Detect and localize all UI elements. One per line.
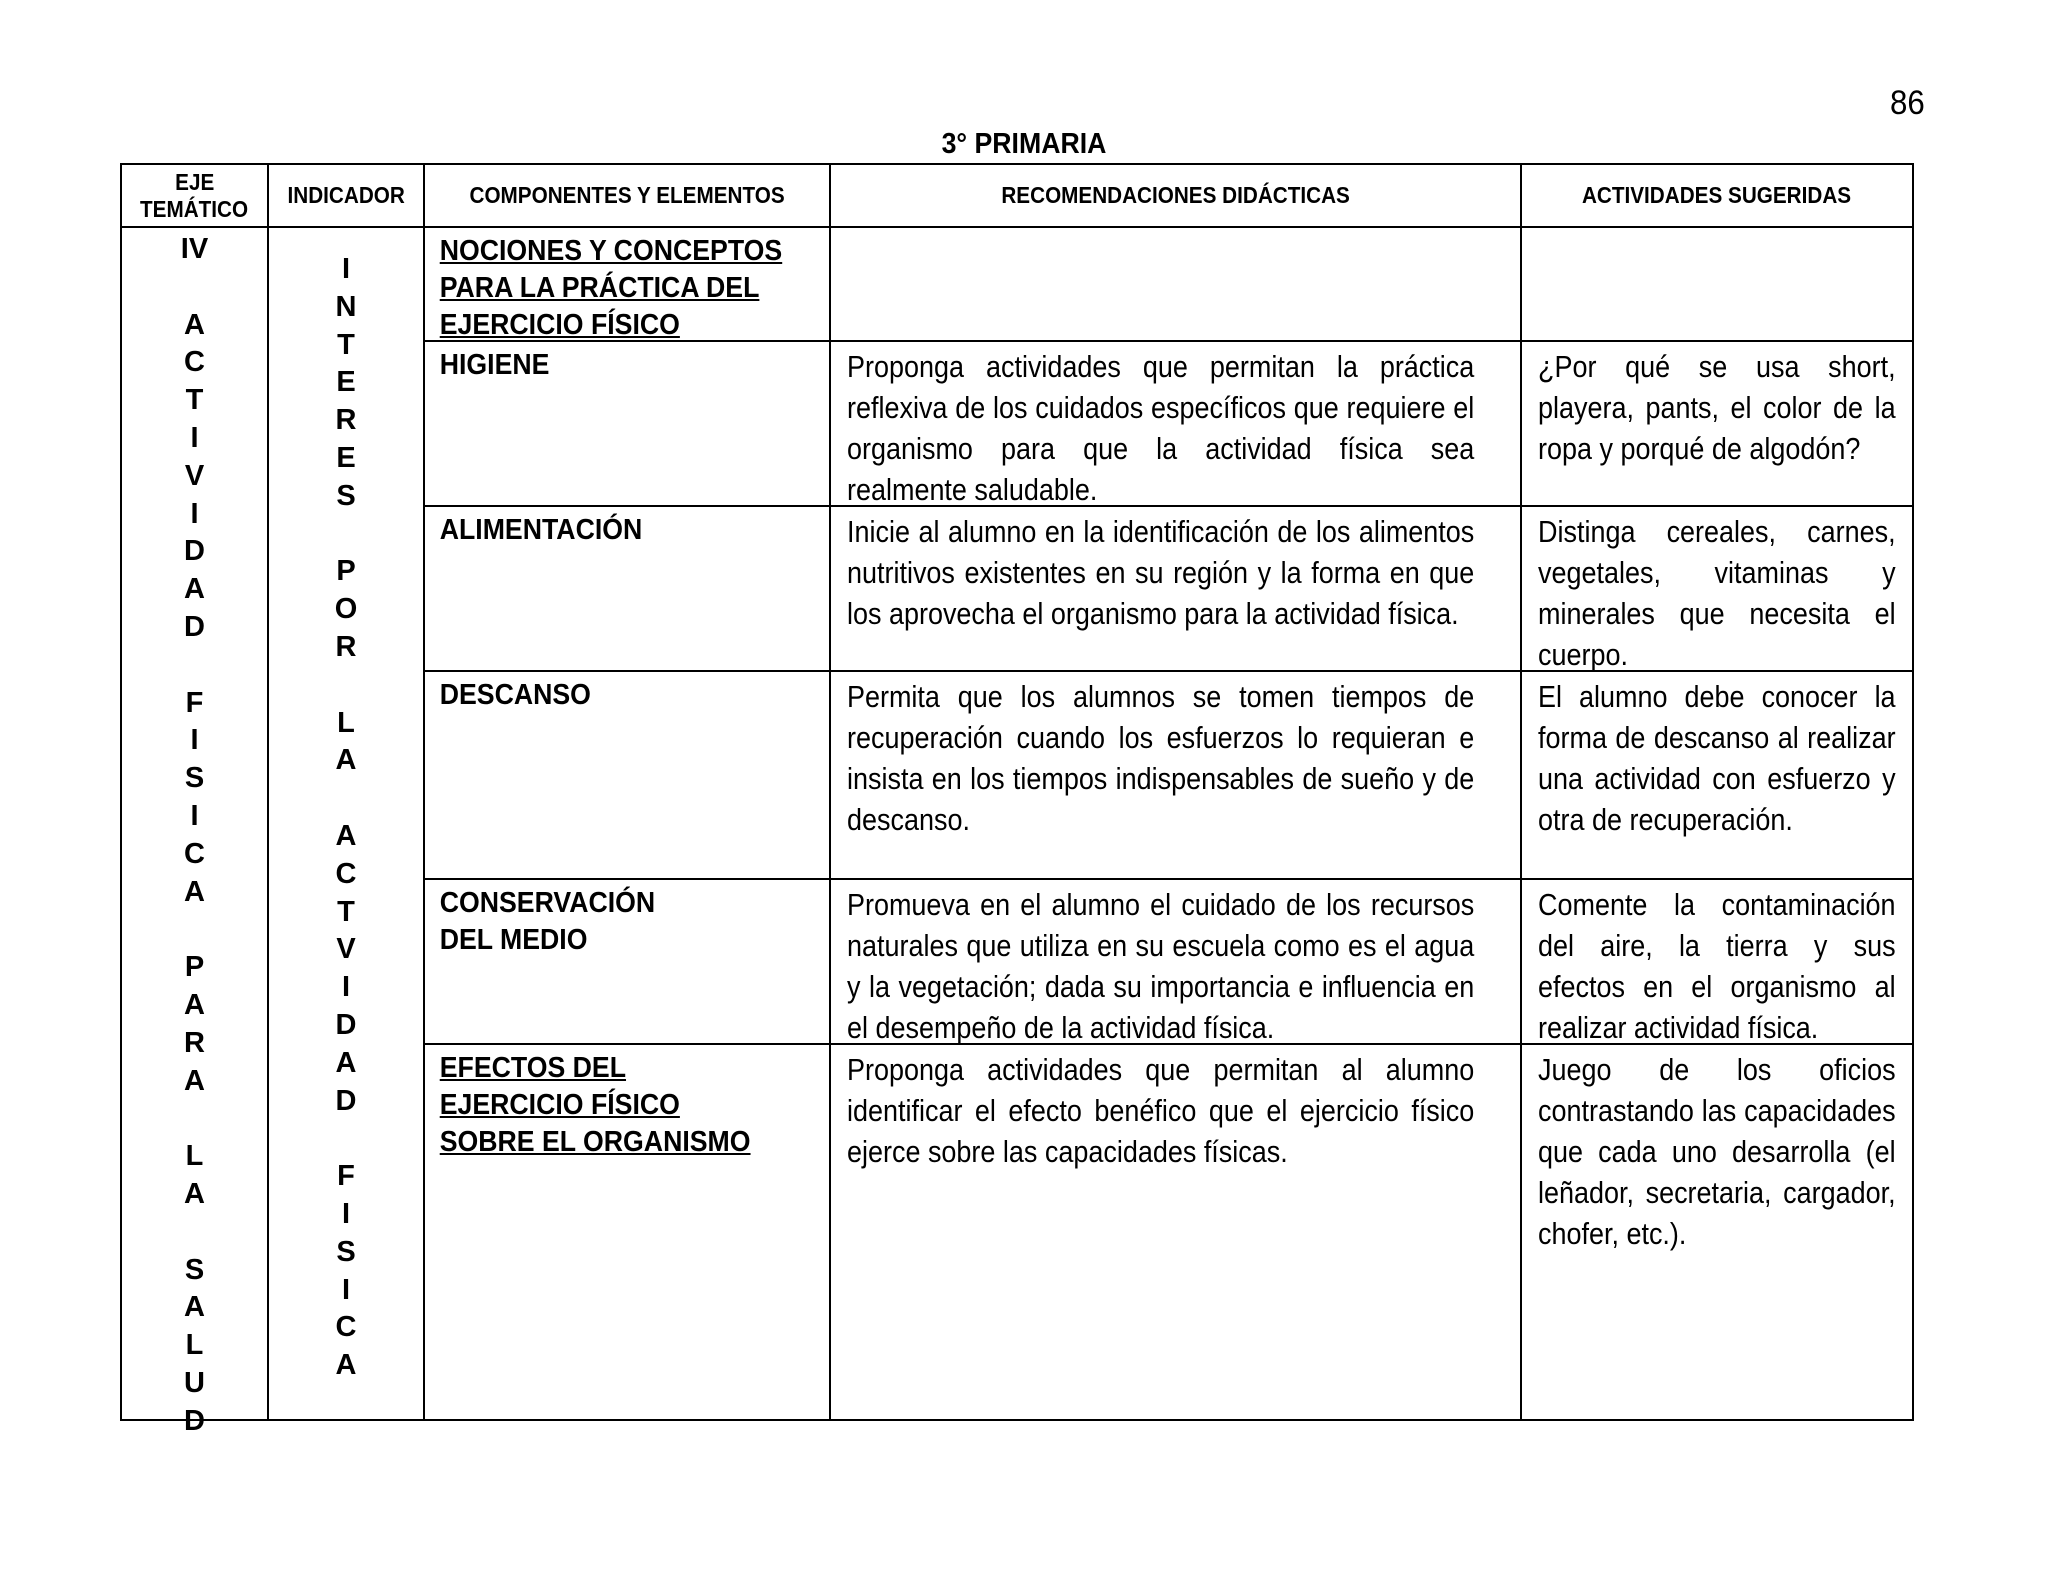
actividad-conservacion: Comente la contaminación del aire, la tierra y sus efectos en el organismo al realizar actividad física.	[1538, 887, 1896, 1045]
indicador-vertical-text: I N T E R E S P O R L A A C T V I D A D F I S I C A	[334, 253, 358, 1382]
page-title: 3° PRIMARIA	[941, 128, 1107, 160]
componente-descanso: DESCANSO	[439, 679, 591, 711]
column-divider	[1520, 165, 1522, 1419]
header-indicador: INDICADOR	[287, 182, 405, 208]
eje-vertical-text: IV A C T I V I D A D F I S I C A P A R A L A S A L U D	[180, 233, 209, 1437]
curriculum-table	[120, 163, 1914, 1437]
recomendacion-conservacion: Promueva en el alumno el cuidado de los recursos naturales que utiliza en su escuela como es el agua y la vegetación; dada su importancia e influencia en el desempeño de la actividad física.	[847, 887, 1475, 1045]
recomendacion-alimentacion: Inicie al alumno en la identificación de los alimentos nutritivos existentes en su región y la forma en que los aprovecha el organismo para la actividad física.	[847, 514, 1475, 631]
header-recomendaciones: RECOMENDACIONES DIDÁCTICAS	[1001, 182, 1350, 208]
header-eje-tematico	[122, 165, 267, 226]
header-eje-line2: TEMÁTICO	[140, 195, 249, 222]
header-divider	[122, 226, 1912, 228]
actividad-descanso: El alumno debe conocer la forma de descanso al realizar una actividad con esfuerzo y otra de recuperación.	[1538, 679, 1896, 837]
componente-conservacion: CONSERVACIÓN DEL MEDIO	[439, 887, 656, 956]
recomendacion-descanso: Permita que los alumnos se tomen tiempos de recuperación cuando los esfuerzos lo requieran e insista en los tiempos indispensables de sueño y de descanso.	[847, 679, 1475, 837]
header-eje-line1: EJE	[174, 168, 215, 195]
page-number: 86	[1890, 84, 1925, 122]
componente-alimentacion: ALIMENTACIÓN	[439, 514, 643, 546]
actividad-higiene: ¿Por qué se usa short, playera, pants, el color de la ropa y porqué de algodón?	[1538, 349, 1896, 466]
componente-efectos: EFECTOS DEL EJERCICIO FÍSICO SOBRE EL ORGANISMO	[439, 1052, 751, 1158]
header-componentes: COMPONENTES Y ELEMENTOS	[469, 182, 785, 208]
header-actividades: ACTIVIDADES SUGERIDAS	[1582, 182, 1852, 208]
actividad-efectos: Juego de los oficios contrastando las capacidades que cada uno desarrolla (el leñador, secretaria, cargador, chofer, etc.).	[1538, 1052, 1896, 1251]
recomendacion-efectos: Proponga actividades que permitan al alumno identificar el efecto benéfico que el ejercicio físico ejerce sobre las capacidades físicas.	[847, 1052, 1475, 1169]
actividad-alimentacion: Distinga cereales, carnes, vegetales, vitaminas y minerales que necesita el cuerpo.	[1538, 514, 1896, 672]
recomendacion-higiene: Proponga actividades que permitan la práctica reflexiva de los cuidados específicos que requiere el organismo para que la actividad física sea realmente saludable.	[847, 349, 1475, 507]
componente-nociones: NOCIONES Y CONCEPTOS PARA LA PRÁCTICA DEL EJERCICIO FÍSICO	[439, 235, 783, 341]
componente-higiene: HIGIENE	[439, 349, 550, 381]
